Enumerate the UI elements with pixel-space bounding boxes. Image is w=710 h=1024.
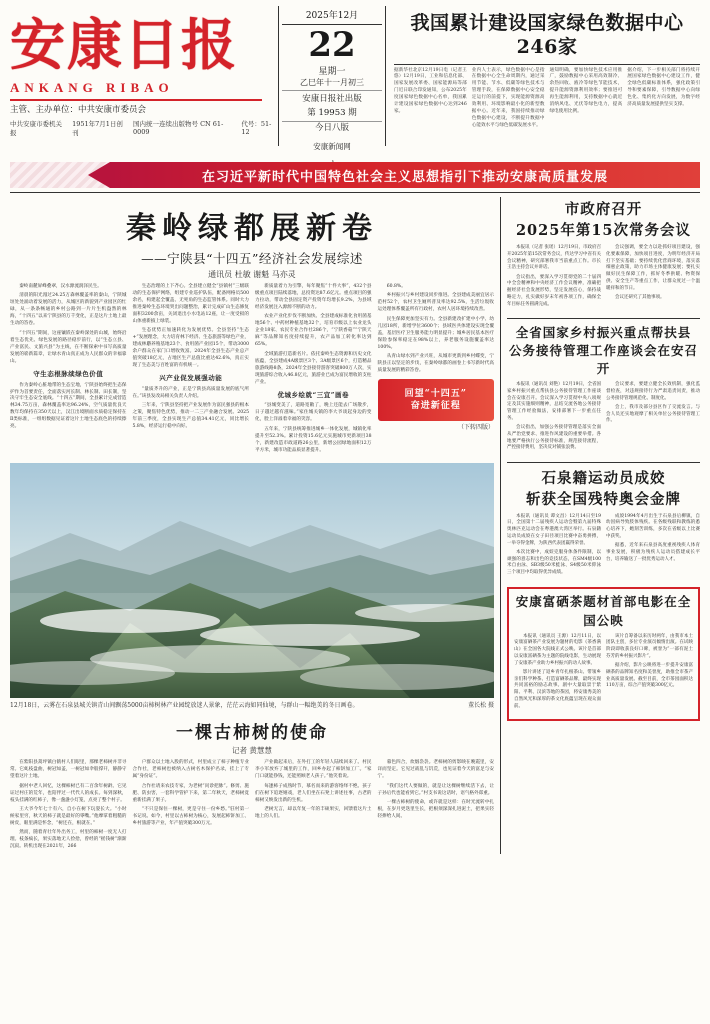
date-lunar: 乙巳年十一月初三	[282, 77, 382, 91]
paragraph: 户群众以土地入股的形式，村里成立了柿子种植专业合作社，老柿树也被纳入古树名木保护名录，挂上了专属“身份证”。	[132, 760, 249, 780]
feature-column-4	[378, 284, 495, 457]
paragraph: 本次比赛中，成姣克服身体条件限制，以顽强的意志和出色的竞技状态，在SM4级100米自由泳、SB3级50米蛙泳、S4级50米仰泳三个项目中均取得优异成绩。	[507, 549, 601, 576]
article-athlete-gold	[507, 468, 700, 580]
paragraph: 在紫阳县蒿坪镇白鹤村人们眼里，那棵老柿树并非寻常。它虬枝盘曲，树冠如盖，一树冠如伞般撑开，静静守望着这片土地。	[10, 760, 127, 780]
series-stamp-line1: 回望“十四五”	[404, 388, 467, 399]
article-column	[514, 634, 601, 713]
feature-subhead: ——宁陕县“十四五”经济社会发展综述	[141, 251, 363, 266]
newspaper-title-cn: 安康日报	[10, 12, 239, 77]
photo-credit: 董长松 摄	[468, 702, 494, 710]
feature-headline: 秦岭绿都展新卷	[126, 211, 378, 246]
lead-article	[386, 6, 700, 132]
section-divider	[507, 318, 700, 319]
article-headline: 石泉籍运动员成姣 斩获全国残特奥会金牌	[526, 469, 681, 508]
paragraph: 会上，我市及部分县区作了交流发言。与会人员还实地观摩了相关单位公务接待管理工作。	[606, 404, 700, 424]
lead-column	[550, 68, 623, 132]
article-column	[606, 634, 693, 713]
date-year-month: 2025年12月	[282, 8, 382, 25]
paragraph: 清晨的阳光漫过24.25万森林覆盖率的秦山，宁陕城垣处处涌动着发展的活力，从城区的新貌到产业园区的忙碌，从一条条畅通的乡村公路到一片片生机盎然的林海，“十四五”以来宁陕县的万千变化，正是这片土地上最生动的答卷。	[10, 293, 127, 327]
right-column	[500, 197, 700, 854]
continuation-note: （下转四版）	[457, 424, 494, 432]
story2-column-2	[133, 760, 250, 854]
story2-column-4	[378, 760, 495, 854]
paragraph: 会议要求，要建立健全长效机制，强化监督检查，对违规接待行为严肃追责问责，推动公务接待管理规范化、制度化。	[606, 382, 700, 401]
date-weekday: 星期一	[318, 67, 346, 78]
paragraph: “不只是保住一棵树，更是守住一份乡愁。”驻村第一书记说。如今，村里以古柿树为核心，发展起柿饼加工、乡村旅游等产业，年产值突破300万元。	[132, 807, 249, 826]
sponsor-line: 主管、主办单位：中共安康市委员会	[10, 104, 147, 115]
story2-byline: 记者 黄慧慧	[232, 746, 272, 756]
date-block	[278, 6, 386, 152]
lead-column	[472, 68, 545, 132]
paragraph: 老树无言，却以年复一年的丰硕果实，回馈着这片土地上的人们。	[255, 807, 372, 819]
paragraph: 生态治理的上下齐心。全县建立健全“县镇村”三级联动的生态保护网络，组建专业巡护队伍，配备网格员500余名，构建起全覆盖、无死角的生态监管体系。同时大力推进秦岭生态环境突出问题整治，累计完成矿山生态修复面积3200余亩，关闭退出小水电站12座，让一度受损的山体重新披上绿装。	[132, 284, 249, 324]
article-body	[507, 382, 700, 455]
feature-column-1	[10, 284, 127, 457]
main-content	[10, 197, 700, 854]
lead-body	[394, 64, 700, 132]
story2-column-1	[10, 760, 127, 854]
paragraph: 乡村振兴与乡村建设同步推进。全县建成美丽宜居示范村52个，农村卫生厕所普及率达92.5%，生活垃圾收运处理体系覆盖所有行政村，农村人居环境持续改善。	[377, 293, 494, 313]
newspaper-title-pinyin: ANKANG RIBAO	[10, 79, 174, 95]
feature-photo	[10, 463, 494, 698]
paragraph: 会议指出，加强公务接待管理是落实全面从严治党要求、推进作风建设的重要举措。各地要严格执行公务接待标准，规范接待流程，严控接待费用，坚决反对铺张浪费。	[507, 425, 601, 451]
paragraph: 本报讯（通讯员 王源）12月11日，以安康富硒茶产业发展为题材的电影《茶香满山》在全国各大院线正式公映。该片是首部以安康富硒茶为主题的院线电影，生动展现了安康茶产业助力乡村振兴的动人故事。	[514, 633, 601, 666]
lead-column	[627, 68, 700, 132]
feature-byline: 通讯员 杜敏 谢魁 马亦灵	[208, 270, 296, 279]
photo-caption	[10, 701, 494, 710]
feature-body	[10, 284, 494, 457]
paragraph: 秦岭南麓屏峰叠翠，汉水源流润泽民生。	[19, 284, 102, 289]
masthead	[10, 6, 700, 156]
article-column	[507, 514, 601, 580]
paragraph: 据介绍，下一步相关部门将持续开展国家绿色数据中心建设工作，健全绿色低碳标准体系，强化政策引导和要素保障，引导数据中心向绿色化、集约化方向发展，为数字经济高质量发展提供坚实支撑。	[627, 67, 700, 107]
paragraph: 本报讯（通讯员 谭文昌）12月14日至19日，全国第十二届残疾人运动会暨第九届特殊奥林匹克运动会在粤港澳大湾区举行。石泉籍运动员成姣在女子田径项目比赛中奋勇拼搏，一举夺得金牌，为陕西代表团赢得荣誉。	[507, 513, 601, 546]
left-column	[10, 197, 500, 854]
paragraph: “量质齐升的产业，正是宁陕县高质量发展的底气所在。”该县发改局相关负责人介绍。	[132, 387, 249, 399]
article-headline: 安康富硒茶题材首部电影在全国公映	[515, 594, 692, 628]
paragraph: 产业做起来后，在外打工的年轻人陆续回来了。村民李小军放弃了城里的工作，回乡办起了柿饼加工厂。“家门口就能挣钱，还能照顾老人孩子。”他笑着说。	[255, 760, 372, 780]
paragraph: 通知明确，要加快绿色技术应用推广，鼓励数据中心采用高效制冷、余热回收、液冷等绿色节能技术，提升能源资源利用效率；要推进可再生能源利用，支持数据中心就近消纳风电、光伏等绿色电力，提高绿电使用比例。	[549, 67, 623, 114]
paragraph: 一棵古柿树的使命，或许就是这样：在时光流转中扎根，在岁月更迭里生长，把根须深深扎进泥土，把果实轻轻捧给人间。	[377, 800, 494, 819]
article-column	[507, 382, 601, 455]
story2-column-3	[255, 760, 372, 854]
date-day: 22	[308, 25, 356, 65]
article-film-premiere	[507, 587, 700, 721]
story2-body	[10, 760, 494, 854]
paragraph: 民生保障更加坚实有力。全县新建改扩建中小学、幼儿园18所，新增学位3600个；县域医共体建设实现全覆盖，基层医疗卫生服务能力明显提升；城乡居民基本医疗保险参保率稳定在98%以上，养老服务设施覆盖率达100%。	[377, 316, 494, 350]
agency-name: 安康新闻网	[313, 142, 351, 152]
paragraph: 每逢柿子成熟时节，慕名而来的游客络绎不绝。孩子们在树下追逐嬉戏，老人们坐在石凳上讲述往事，古老的柿树又焕发出新的生机。	[255, 783, 372, 803]
series-stamp-line2: 奋进新征程	[410, 401, 461, 412]
paragraph: 合作社请来农技专家，为老树“问诊把脉”。修剪、施肥、防虫害，一套科学管护下来，第二年秋天，老柿树竟重新挂满了果子。	[132, 783, 249, 803]
paragraph: 王大爷今年七十有六，自小在树下玩耍长大。“小时候家里穷，秋天的柿子就是最好的零嘴。”他摩挲着粗糙的树皮，眼里满是怀念，“树还在，根就在。”	[10, 807, 127, 826]
date-pages: 今日八版	[282, 121, 382, 136]
paragraph: 60.8%。	[386, 284, 406, 289]
logo-divider	[10, 99, 262, 101]
lead-column	[394, 68, 467, 132]
series-stamp	[378, 379, 495, 421]
paragraph: 农业产业化步伐不断加快。全县建成标准化食用菌基地56个、中药材种植基地32个，培育市级以上农业龙头企业18家、农民专业合作社286个，“宁陕香菇”“宁陕天麻”等品牌知名度持续提升，农产品加工转化率达到65%。	[255, 314, 372, 348]
paragraph: “县城变美了，道路宽敞了，晚上还能去广场散步，日子越过越有滋味。”家住城关镇的李大爷谈起身边的变化，脸上洋溢着幸福的笑容。	[255, 403, 372, 423]
paragraph: 会议指出，要深入学习贯彻党的二十届四中全会精神和中央经济工作会议精神，准确把握经济社会发展形势，坚定发展信心，保持战略定力，扎实做好岁末年初各项工作，确保全年目标任务圆满完成。	[507, 274, 601, 307]
photo-caption-text: 12月18日，云雾在石泉县城关镇青山间飘荡5000亩柿树林产业园绽放迷人景象，茫茫云海如同仙境，与群山一幅绝美的冬日画卷。	[10, 702, 359, 710]
paragraph: 从青山绿水到产业兴旺，从城市更新到乡村蝶变，宁陕县正以坚定的步伐，在秦岭绿都的画卷上书写新时代高质量发展的精彩答卷。	[377, 354, 494, 374]
feature-subheading: 优城乡绘就“三宜”画卷	[277, 390, 349, 399]
paragraph: 业内人士表示，绿色数据中心是指在数据中心全生命周期内，通过采用节能、节水、低碳等绿色技术与管理手段，在保障数据中心安全稳定运行的前提下，实现能源资源高效利用、环境影响最小化的新型数据中心。近年来，我国持续推动绿色数据中心建设，不断提升数据中心能效水平与绿色低碳发展水平。	[471, 67, 545, 128]
paragraph: 五年来，宁陕县统筹推进城乡一体化发展，城镇化率提升至52.3%。累计投资15.6亿元实施城市更新项目38个，新建改造市政道路26公里，新增公园绿地面积12万平方米，城市功能品质显著提升。	[255, 426, 372, 453]
article-column	[606, 514, 700, 580]
paragraph: 据村中老人回忆，这棵柿树已有二百余年树龄。它见证过村庄的荒年，也陪伴过一代代人的成长。每到深秋，枝头挂满的红柿子，像一盏盏小灯笼，点亮了整个村子。	[10, 783, 127, 803]
paragraph: 作为秦岭心脏地带的生态宝地，宁陕县始终把生态保护作为首要责任，全面落实河长制、林长制、田长制，坚决守牢生态安全底线。“十四五”期间，全县累计完成营造林34.75万亩，森林覆盖率达96.24%，空气质量优良天数年均保持在350天以上，汉江出境断面水质稳定保持在Ⅱ类标准，一组组数据见证着这片土地生态底色的持续擦亮。	[10, 382, 127, 430]
article-rural-revitalization	[507, 324, 700, 455]
paragraph: 新质量着力为引擎，每年聚焦“十件大事”，432个县级重点项目陆续落地，总投资达87.6亿元。重点项目的强力拉动，带动全县固定资产投资年均增长9.2%，为县域经济发展注入源源不断的动力。	[255, 284, 372, 310]
newspaper-logo	[10, 6, 278, 137]
paragraph: “十四五”期间，这座镶嵌在秦岭深处的山城，始终沿着生态优先、绿色发展的路径稳步前行，以“生态立县、产业富民、文旅兴县”为主线，在不断探索中书写高质量发展的崭新篇章，让绿水青山真正成为人民群众的幸福靠山。	[10, 330, 127, 364]
paragraph: 据新华社北京12月19日电（记者王悠）12月19日，工业和信息化部、国家发展改革委、国家能源局等部门近日联合印发通知，公布2025年度国家绿色数据中心名单，我国累计建设国家绿色数据中心达到246家。	[394, 67, 467, 114]
paragraph: 本报讯（记者 张瑶）12月19日，市政府召开2025年第15次常务会议，传达学习中省有关会议精神，研究部署我市当前重点工作。市长王浩主持会议并讲话。	[507, 245, 601, 271]
article-headline: 全省国家乡村振兴重点帮扶县 公务接待管理工作座谈会在安召开	[508, 324, 698, 377]
section-divider	[507, 462, 700, 463]
feature-column-2	[133, 284, 250, 457]
masthead-meta-cn: 国内统一连续出版物号 CN 61-0009	[133, 119, 224, 136]
paragraph: 成姣1994年4月出生于石泉县后柳镇，自幼因病导致肢体残疾。在各级残联和教练的悉心培养下，她刻苦训练，多次在省级以上比赛中获奖。	[606, 513, 700, 539]
date-issue: 第 19953 期	[307, 107, 357, 118]
article-column	[606, 382, 700, 455]
masthead-meta-code: 代号：51-12	[241, 119, 272, 136]
feature-subheading: 兴产业促发展强动能	[159, 374, 223, 383]
paragraph: 会议强调，要全力以赴抓好项目建设，强化要素保障，加快项目进度，为明年经济开局打下坚实基础；要持续优化营商环境，落实落细惠企政策，助力市场主体健康发展；要扎实做好民生保障工作，抓好冬季供暖、物资保供、安全生产等重点工作，让群众度过一个温暖祥和的节日。	[606, 245, 700, 291]
paragraph: 该片自筹备以来历时两年，由我市本土团队主创，多位专业演员倾情出演。在试映阶段即收获良好口碑，被誉为“一部有泥土芬芳的乡村振兴影片”。	[606, 633, 693, 659]
feature-subheading: 守生态根脉续绿色价值	[33, 369, 104, 378]
article-body	[507, 514, 700, 580]
date-publisher: 安康日报社出版	[302, 94, 362, 105]
paragraph: 三年来，宁陕县坚持把产业发展作为富民强县的根本之策，聚焦特色优势，推动一二三产业融合发展。2025年前三季度，全县实现生产总值34.41亿元，同比增长5.8%，经济运行稳中向好。	[132, 403, 249, 430]
lead-headline: 我国累计建设国家绿色数据中心246家	[410, 12, 684, 58]
banner-text: 在习近平新时代中国特色社会主义思想指引下推动安康高质量发展	[110, 162, 700, 188]
photo-illustration	[10, 463, 494, 698]
paragraph: 据介绍，影片公映将进一步提升安康富硒茶的品牌知名度和美誉度，助推全市茶产业高质量发展。截至目前，全市茶园面积达110万亩，综合产值突破300亿元。	[606, 663, 693, 689]
article-municipal-meeting	[507, 199, 700, 311]
paragraph: 影片讲述了返乡青年扎根茶山、带领乡亲们科学种茶、打造富硒茶品牌，最终实现共同富裕的励志故事。剧中大量取景于紫阳、平利、汉滨等地的茶园，将安康秀美的自然风光和深厚的茶文化底蕴呈现在观众面前。	[514, 669, 601, 709]
masthead-meta	[10, 119, 278, 137]
paragraph: 据悉，近年来石泉县高度重视残疾人体育事业发展，积极为残疾人运动员搭建成长平台，培养输送了一批优秀运动人才。	[606, 543, 700, 562]
article-body	[514, 634, 693, 713]
article-column	[606, 245, 700, 311]
story2-headline: 一棵古柿树的使命	[176, 723, 328, 744]
paragraph: 会议还研究了其他事项。	[615, 294, 665, 300]
paragraph: 暮色四合，炊烟袅袅。老柿树的剪影映在晚霞里，安详而坚定。它见过战乱与饥荒，也见证着今天的富足与安宁。	[377, 760, 494, 780]
article-body	[507, 245, 700, 311]
masthead-meta-org: 中共安康市委机关报	[10, 119, 62, 137]
paragraph: 生态优势正加速转化为发展优势。全县坚持“生态+”发展理念，大力培育林下经济、生态旅游等绿色产业，建成林麝养殖基地23个、食用菌产业园15个，带动3000余户群众在家门口增收致富。2024年全县生态产业总产值突破18亿元，占地区生产总值比重达42.6%，真正实现了生态美与百姓富的有机统一。	[132, 328, 249, 369]
section-banner	[10, 162, 700, 188]
paragraph: 全域旅游打造新名片。依托秦岭生态资源和历史文化底蕴，全县建成4A级景区3个、3A级景区6个，打造精品旅游线路8条，2024年全县接待游客突破800万人次，实现旅游综合收入46.8亿元，旅游业已成为富民增收的支柱产业。	[255, 351, 372, 385]
paragraph: 然而，随着青壮年外出务工，村里的柿树一度无人打理。枝条疯长，果实落地无人捡拾，曾经的“摇钱树”渐渐沉寂。转机出现在2021年，266	[10, 830, 127, 850]
paragraph: “我们这代人要做的，就是让这棵树继续活下去，让子孙后代也能看到它。”村支书说这话时，语气格外郑重。	[377, 783, 494, 796]
feature-column-3	[255, 284, 372, 457]
article-column	[507, 245, 601, 311]
masthead-meta-founded: 1951年7月1日创刊	[72, 119, 123, 137]
article-headline: 市政府召开 2025年第15次常务会议	[515, 201, 692, 240]
paragraph: 本报讯（通讯员 刘艳）12月19日，全省国家乡村振兴重点帮扶县公务接待管理工作座谈会在安康召开。会议深入学习贯彻中央八项规定及其实施细则精神，总结交流各地公务接待管理工作经验做法，安排部署下一步重点任务。	[507, 382, 601, 421]
banner-divider	[10, 192, 700, 193]
